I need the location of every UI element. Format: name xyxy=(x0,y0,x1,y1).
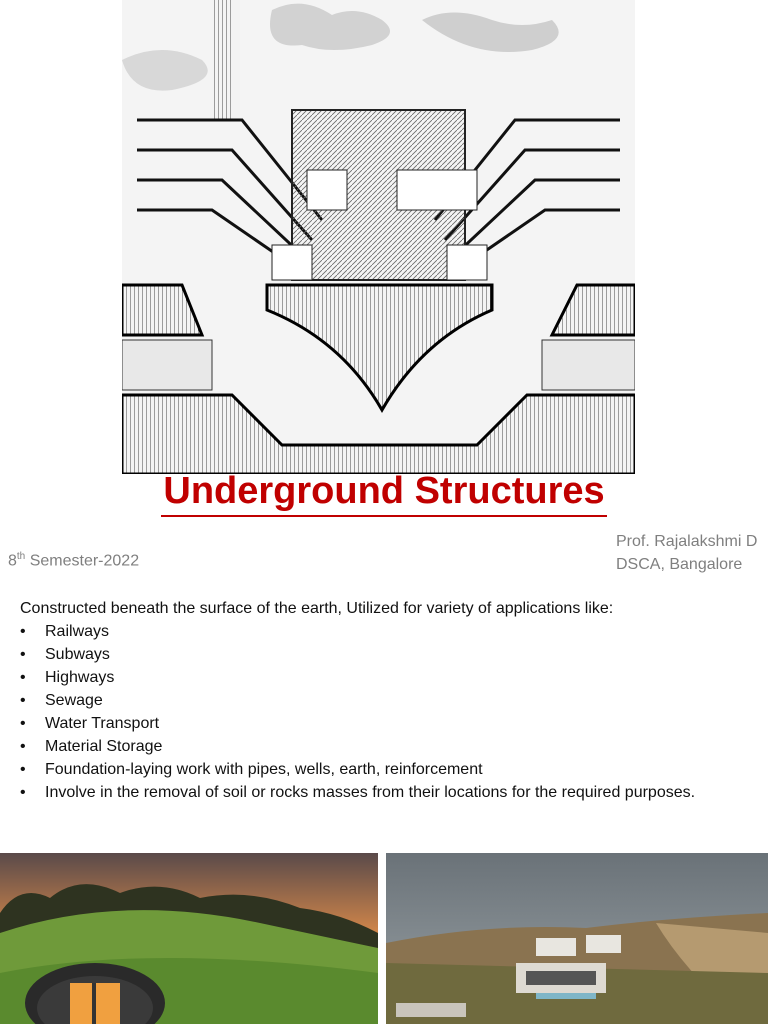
bullet-symbol: • xyxy=(20,669,26,686)
earth-house-photo xyxy=(0,853,378,1024)
list-item xyxy=(20,666,760,689)
list-item xyxy=(20,712,760,735)
bullet-symbol: • xyxy=(20,761,26,778)
list-item xyxy=(20,781,760,804)
content-block xyxy=(20,597,760,804)
semester-ordinal: 8 xyxy=(8,552,17,570)
hero-illustration xyxy=(122,0,635,474)
author-block xyxy=(616,530,757,576)
page-title-text: Underground Structures xyxy=(161,470,606,517)
author-affiliation: DSCA, Bangalore xyxy=(616,556,743,573)
page-title xyxy=(0,470,768,517)
bullet-symbol: • xyxy=(20,623,26,640)
list-item xyxy=(20,620,760,643)
list-item-text: Involve in the removal of soil or rocks masses from their locations for the required purposes. xyxy=(45,784,696,801)
list-item xyxy=(20,643,760,666)
semester-year: Semester-2022 xyxy=(25,552,140,570)
intro-text: Constructed beneath the surface of the earth, Utilized for variety of applications like: xyxy=(20,600,614,617)
list-item-text: Highways xyxy=(45,669,115,686)
list-item-text: Railways xyxy=(45,623,110,640)
bullet-symbol: • xyxy=(20,784,26,801)
semester-label xyxy=(8,551,139,570)
list-item-text: Foundation-laying work with pipes, wells, earth, reinforcement xyxy=(45,761,483,778)
author-name: Prof. Rajalakshmi D xyxy=(616,533,758,550)
terraced-houses-photo xyxy=(386,853,768,1024)
list-item-text: Sewage xyxy=(45,692,103,709)
list-item-text: Material Storage xyxy=(45,738,163,755)
list-item-text: Subways xyxy=(45,646,110,663)
list-item-text: Water Transport xyxy=(45,715,160,732)
bullet-symbol: • xyxy=(20,692,26,709)
list-item xyxy=(20,758,760,781)
list-item xyxy=(20,735,760,758)
semester-ordinal-suffix: th xyxy=(16,551,26,562)
bullet-list xyxy=(20,620,760,804)
list-item xyxy=(20,689,760,712)
bullet-symbol: • xyxy=(20,646,26,663)
bullet-symbol: • xyxy=(20,738,26,755)
bullet-symbol: • xyxy=(20,715,26,732)
